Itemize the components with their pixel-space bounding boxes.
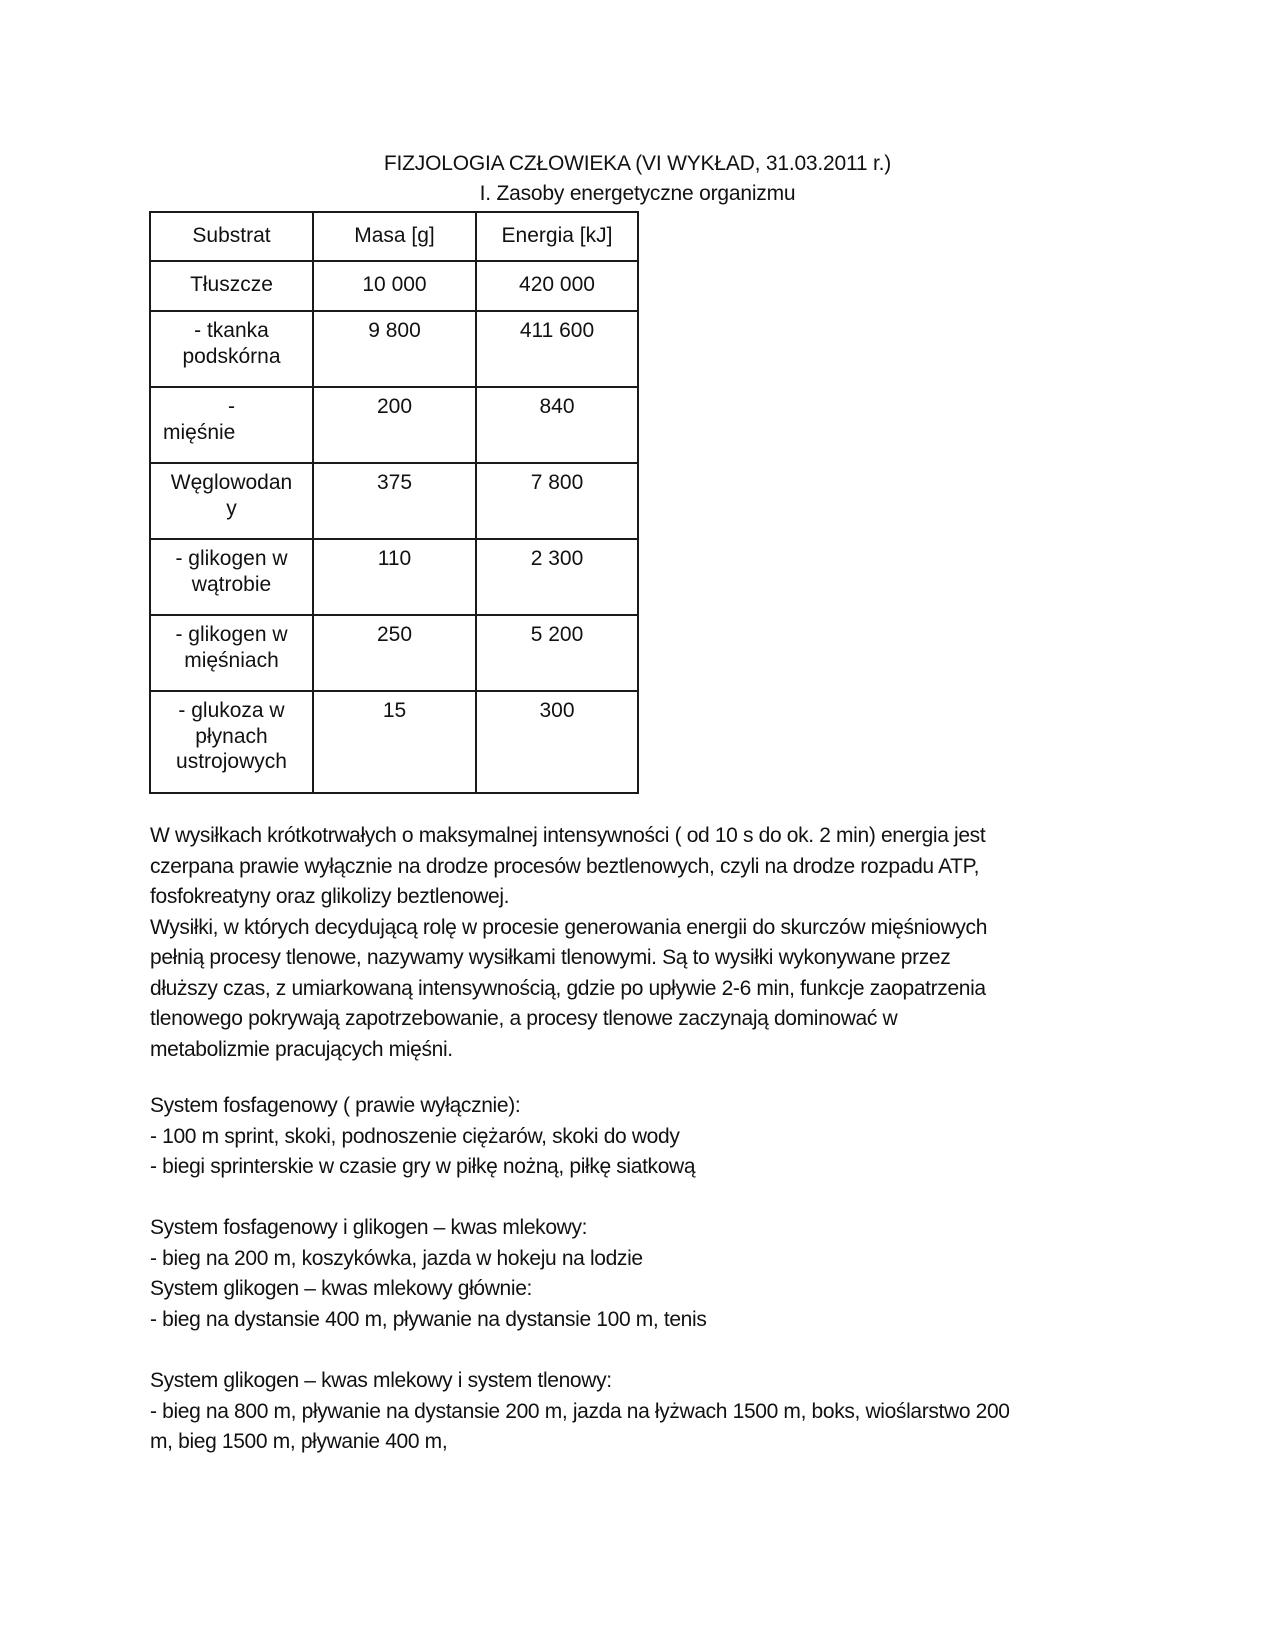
table-header-row [150, 212, 638, 261]
cell-substrat: Węglowodan y [150, 463, 313, 539]
section-heading-line: System glikogen – kwas mlekowy głównie: [150, 1277, 533, 1300]
cell-masa: 200 [313, 387, 476, 463]
section-fosfagenowy-glikogen [150, 1213, 1150, 1335]
cell-energia: 2 300 [476, 539, 638, 615]
cell-energia: 420 000 [476, 261, 638, 311]
section-heading-line: System fosfagenowy ( prawie wyłącznie): [150, 1094, 521, 1117]
section-glikogen-tlenowy [150, 1366, 1150, 1458]
cell-masa: 10 000 [313, 261, 476, 311]
cell-substrat: - tkanka podskórna [150, 311, 313, 387]
table-row [150, 261, 638, 311]
table-row [150, 387, 638, 463]
list-item: - bieg na 200 m, koszykówka, jazda w hokeju na lodzie [150, 1246, 643, 1270]
section-fosfagenowy [150, 1091, 1150, 1183]
table-row [150, 463, 638, 539]
header-substrat: Substrat [150, 212, 313, 261]
cell-substrat: - glikogen w mięśniach [150, 615, 313, 691]
paragraph-line: czerpana prawie wyłącznie na drodze procesów beztlenowych, czyli na drodze rozpadu ATP, [150, 854, 980, 878]
table-row [150, 311, 638, 387]
cell-substrat: - mięśnie [150, 387, 313, 463]
cell-masa: 375 [313, 463, 476, 539]
cell-masa: 250 [313, 615, 476, 691]
cell-energia: 840 [476, 387, 638, 463]
paragraph-line: W wysiłkach krótkotrwałych o maksymalnej intensywności ( od 10 s do ok. 2 min) energia jest [150, 824, 986, 847]
paragraph-line: Wysiłki, w których decydującą rolę w procesie generowania energii do skurczów mięśniowych [150, 915, 988, 939]
cell-energia: 411 600 [476, 311, 638, 387]
section-heading: I. Zasoby energetyczne organizmu [479, 182, 796, 205]
cell-substrat: - glikogen w wątrobie [150, 539, 313, 615]
cell-substrat: Tłuszcze [150, 261, 313, 311]
cell-masa: 15 [313, 691, 476, 793]
table-row [150, 691, 638, 793]
paragraph-line: pełnią procesy tlenowe, nazywamy wysiłkami tlenowymi. Są to wysiłki wykonywane przez [150, 946, 951, 969]
section-heading-line: System fosfagenowy i glikogen – kwas mlekowy: [150, 1216, 588, 1239]
paragraph-line: tlenowego pokrywają zapotrzebowanie, a procesy tlenowe zaczynają dominować w [150, 1007, 898, 1030]
energy-reserves-table [149, 211, 639, 794]
paragraph-line: metabolizmie pracujących mięśni. [150, 1037, 453, 1061]
paragraph-line: dłuższy czas, z umiarkowaną intensywnością, gdzie po upływie 2-6 min, funkcje zaopatrzenia [150, 976, 986, 1000]
list-item: - 100 m sprint, skoki, podnoszenie ciężarów, skoki do wody [150, 1124, 680, 1148]
header-masa: Masa [g] [313, 212, 476, 261]
cell-substrat: - glukoza w płynach ustrojowych [150, 691, 313, 793]
table-row [150, 539, 638, 615]
cell-energia: 5 200 [476, 615, 638, 691]
list-item: - bieg na dystansie 400 m, pływanie na dystansie 100 m, tenis [150, 1307, 707, 1331]
cell-energia: 300 [476, 691, 638, 793]
cell-masa: 9 800 [313, 311, 476, 387]
section-heading-line: System glikogen – kwas mlekowy i system tlenowy: [150, 1369, 612, 1392]
list-item: m, bieg 1500 m, pływanie 400 m, [150, 1430, 448, 1453]
header-energia: Energia [kJ] [476, 212, 638, 261]
document-title: FIZJOLOGIA CZŁOWIEKA (VI WYKŁAD, 31.03.2011 r.) [383, 152, 892, 175]
body-paragraph [150, 821, 1150, 1065]
list-item: - bieg na 800 m, pływanie na dystansie 200 m, jazda na łyżwach 1500 m, boks, wioślarstwo 200 [150, 1399, 1010, 1423]
list-item: - biegi sprinterskie w czasie gry w piłkę nożną, piłkę siatkową [150, 1155, 696, 1178]
cell-energia: 7 800 [476, 463, 638, 539]
cell-masa: 110 [313, 539, 476, 615]
paragraph-line: fosfokreatyny oraz glikolizy beztlenowej. [150, 885, 510, 908]
table-row [150, 615, 638, 691]
